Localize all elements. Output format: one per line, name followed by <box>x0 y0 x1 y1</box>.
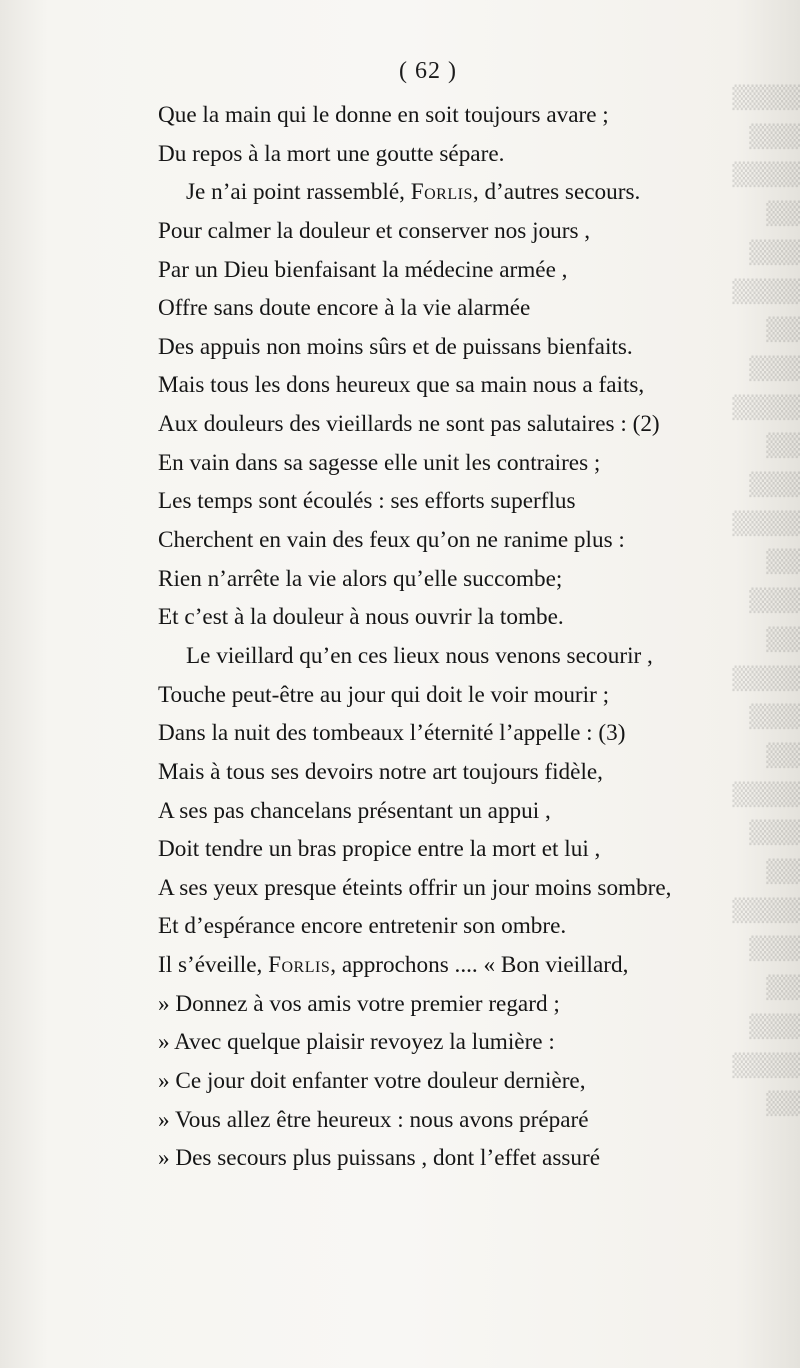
verse-line: Le vieillard qu’en ces lieux nous venons secourir , <box>186 642 653 669</box>
verse-line: » Avec quelque plaisir revoyez la lumière : <box>158 1029 555 1056</box>
page-number: ( 62 ) <box>399 58 457 84</box>
verse-fragment: , approchons .... « Bon vieillard, <box>330 952 629 979</box>
verse-line: Dans la nuit des tombeaux l’éternité l’appelle : (3) <box>158 720 626 747</box>
verse-line <box>158 173 794 212</box>
verse-line: Des appuis non moins sûrs et de puissans bienfaits. <box>158 333 633 360</box>
verse-fragment: Je n’ai point rassemblé, <box>186 179 411 206</box>
verse-line: Par un Dieu bienfaisant la médecine armée , <box>158 256 568 283</box>
verse-fragment: Il s’éveille, <box>158 952 269 979</box>
verse-line: Cherchent en vain des feux qu’on ne ranime plus : <box>158 527 625 554</box>
verse-line: » Ce jour doit enfanter votre douleur dernière, <box>158 1068 586 1095</box>
verse-line: Aux douleurs des vieillards ne sont pas salutaires : (2) <box>158 411 660 438</box>
verse-line: Du repos à la mort une goutte sépare. <box>158 140 505 167</box>
verse-line: » Donnez à vos amis votre premier regard ; <box>158 990 560 1017</box>
verse-line: A ses pas chancelans présentant un appui , <box>158 797 551 824</box>
verse-line: Touche peut-être au jour qui doit le voir mourir ; <box>158 681 610 708</box>
verse-line: En vain dans sa sagesse elle unit les contraires ; <box>158 449 601 476</box>
verse-line: Rien n’arrête la vie alors qu’elle succombe; <box>158 565 563 592</box>
verse-line: » Des secours plus puissans , dont l’effet assuré <box>158 1145 600 1172</box>
character-name: Forlis <box>268 952 331 979</box>
verse-line: Mais tous les dons heureux que sa main nous a faits, <box>158 372 645 399</box>
verse-line: » Vous allez être heureux : nous avons préparé <box>158 1106 589 1133</box>
verse-line: Et d’espérance encore entretenir son ombre. <box>158 913 567 940</box>
verse-line: Doit tendre un bras propice entre la mort et lui , <box>158 836 601 863</box>
verse-line: Pour calmer la douleur et conserver nos jours , <box>158 217 591 244</box>
verse-line: Offre sans doute encore à la vie alarmée <box>158 295 531 322</box>
bleed-through-shadow: ▒▒▒▒ ▒▒▒ ▒▒▒▒ ▒▒ ▒▒▒ ▒▒▒▒ ▒▒ ▒▒▒ ▒▒▒▒ ▒▒ ▒▒▒ ▒▒▒▒ ▒▒ ▒▒▒ ▒▒ ▒▒▒▒ ▒▒▒ ▒▒ ▒▒▒▒ ▒▒▒ ▒▒ ▒▒▒▒ ▒▒▒ ▒▒ ▒▒▒ ▒▒▒▒ ▒▒ <box>732 86 800 1118</box>
verse-line: Les temps sont écoulés : ses efforts superflus <box>158 488 576 515</box>
verse-line: Mais à tous ses devoirs notre art toujours fidèle, <box>158 758 603 785</box>
verse-line: Que la main qui le donne en soit toujours avare ; <box>158 102 609 128</box>
poem-text <box>158 96 794 1178</box>
verse-line: A ses yeux presque éteints offrir un jour moins sombre, <box>158 874 672 901</box>
verse-line <box>158 946 794 985</box>
verse-line: Et c’est à la douleur à nous ouvrir la tombe. <box>158 604 564 631</box>
character-name: Forlis <box>410 179 473 206</box>
verse-fragment: , d’autres secours. <box>472 179 641 206</box>
